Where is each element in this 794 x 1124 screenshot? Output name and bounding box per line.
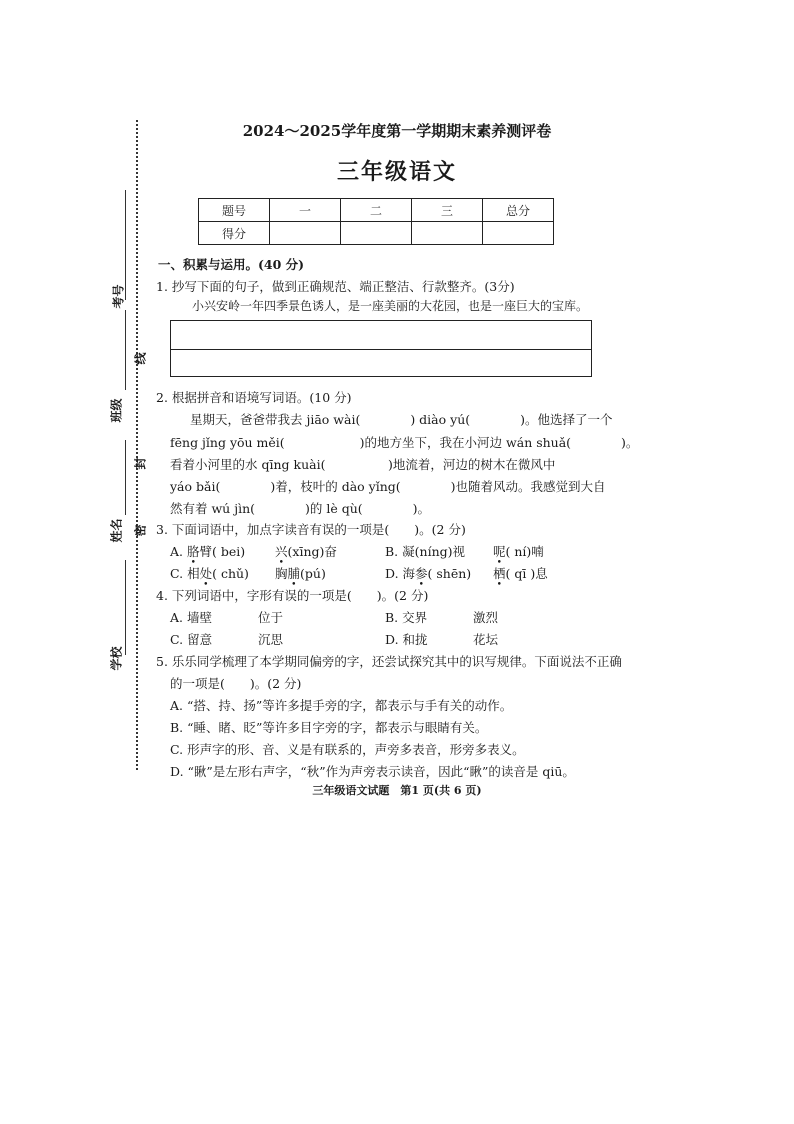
score-cell: 二 [341,199,412,222]
q4-option-a-word2: 位于 [258,610,284,625]
q2-line: yáo bǎi( )着，枝叶的 dào yǐng( )也随着风动。我感觉到大自 [170,479,606,494]
page-footer: 三年级语文试题 第1 页(共 6 页) [312,784,482,797]
q3-option-text: ( chǔ) [212,566,249,581]
score-table-header-row [199,199,554,222]
q2-line: fēng jǐng yōu měi( )的地方坐下，我在小河边 wán shuǎ( )。 [170,435,639,450]
q2-prompt: 2. 根据拼音和语境写词语。(10 分) [156,390,352,405]
school-line [125,560,126,655]
q1-writing-box-1[interactable] [170,320,592,350]
q3-prompt: 3. 下面词语中，加点字读音有误的一项是( )。(2 分) [156,522,466,537]
score-cell: 一 [270,199,341,222]
q5-option-c[interactable]: C. 形声字的形、音、义是有联系的，声旁多表音，形旁多表义。 [170,742,525,757]
q4-option-c[interactable]: C. 留意 [170,632,213,647]
q2-line: 然有着 wú jìn( )的 lè qù( )。 [170,501,431,516]
q3-option-text: (pú) [300,566,326,581]
q4-option-b[interactable]: B. 交界 [385,610,428,625]
q3-option-text: ( ní)喃 [505,544,544,559]
class-label: 班级 [109,398,124,423]
q5-prompt-line2: 的一项是( )。(2 分) [170,676,302,691]
score-cell: 题号 [199,199,270,222]
q4-option-b-word2: 激烈 [473,610,499,625]
q3-option-text: (níng)视 [414,544,465,559]
q3-option-d[interactable] [385,564,471,582]
subject-title: 三年级语文 [336,159,457,185]
score-table-score-row [199,222,554,245]
q4-option-d[interactable]: D. 和拢 [385,632,428,647]
q3-option-text: C. 相 [170,566,200,581]
q1-sentence: 小兴安岭一年四季景色诱人，是一座美丽的大花园，也是一座巨大的宝库。 [192,299,589,313]
q3-option-d-word2 [493,564,548,582]
score-input-cell[interactable] [341,222,412,245]
secret-char: 密 [133,524,148,537]
score-input-cell[interactable] [483,222,554,245]
score-cell: 总分 [483,199,554,222]
q3-option-text: ( shēn) [427,566,472,581]
q3-option-c[interactable] [170,564,249,582]
q3-option-b[interactable] [385,542,465,560]
q2-line: 星期天，爸爸带我去 jiāo wài( ) diào yú( )。他选择了一个 [190,412,613,427]
emphasized-char: 胳 [186,544,200,559]
q3-option-text: 胸 [275,566,288,581]
q3-option-text: ( qī )息 [505,566,548,581]
name-line [125,440,126,515]
q3-option-c-word2 [275,564,326,582]
q5-option-a[interactable]: A. “搭、持、扬”等许多提手旁的字，都表示与手有关的动作。 [170,698,513,713]
q3-option-text: B. 凝 [385,544,415,559]
class-line [125,310,126,390]
emphasized-char: 处 [199,566,213,581]
q3-option-text: (xīng)奋 [287,544,337,559]
emphasized-char: 呢 [493,544,506,559]
score-cell: 得分 [199,222,270,245]
score-table [198,198,554,245]
q5-option-d[interactable]: D. “瞅”是左形右声字，“秋”作为声旁表示读音，因此“瞅”的读音是 qiū。 [170,764,575,779]
q4-option-a[interactable]: A. 墙壁 [170,610,212,625]
emphasized-char: 脯 [287,566,301,581]
binding-dotted-line [136,120,138,770]
q3-option-text: D. 海 [385,566,416,581]
q3-option-text: A. [170,544,187,559]
exam-no-label: 考号 [111,284,126,309]
line-char: 线 [133,352,148,365]
seal-char: 封 [133,457,148,470]
q4-option-c-word2: 沉思 [258,632,284,647]
q2-line: 看着小河里的水 qīng kuài( )地流着，河边的树木在微风中 [170,457,556,472]
section-1-title: 一、积累与运用。(40 分) [158,257,305,272]
school-label: 学校 [109,646,124,671]
name-label: 姓名 [109,518,124,543]
exam-title: 2024～2025学年度第一学期期末素养测评卷 [242,122,552,140]
emphasized-char: 参 [415,566,428,581]
score-cell: 三 [412,199,483,222]
q5-prompt-line1: 5. 乐乐同学梳理了本学期同偏旁的字，还尝试探究其中的识写规律。下面说法不正确 [156,654,622,669]
score-input-cell[interactable] [270,222,341,245]
q5-option-b[interactable]: B. “睡、睹、眨”等许多目字旁的字，都表示与眼睛有关。 [170,720,488,735]
score-input-cell[interactable] [412,222,483,245]
q1-writing-box-2[interactable] [170,348,592,377]
q4-prompt: 4. 下列词语中，字形有误的一项是( )。(2 分) [156,588,429,603]
emphasized-char: 栖 [493,566,506,581]
q1-prompt: 1. 抄写下面的句子，做到正确规范、端正整洁、行款整齐。(3分) [156,279,515,294]
q4-option-d-word2: 花坛 [473,632,499,647]
q3-option-b-word2 [493,542,544,560]
emphasized-char: 兴 [275,544,288,559]
q3-option-a[interactable] [170,542,245,560]
q3-option-a-word2 [275,542,337,560]
q3-option-text: 臂( bei) [199,544,246,559]
